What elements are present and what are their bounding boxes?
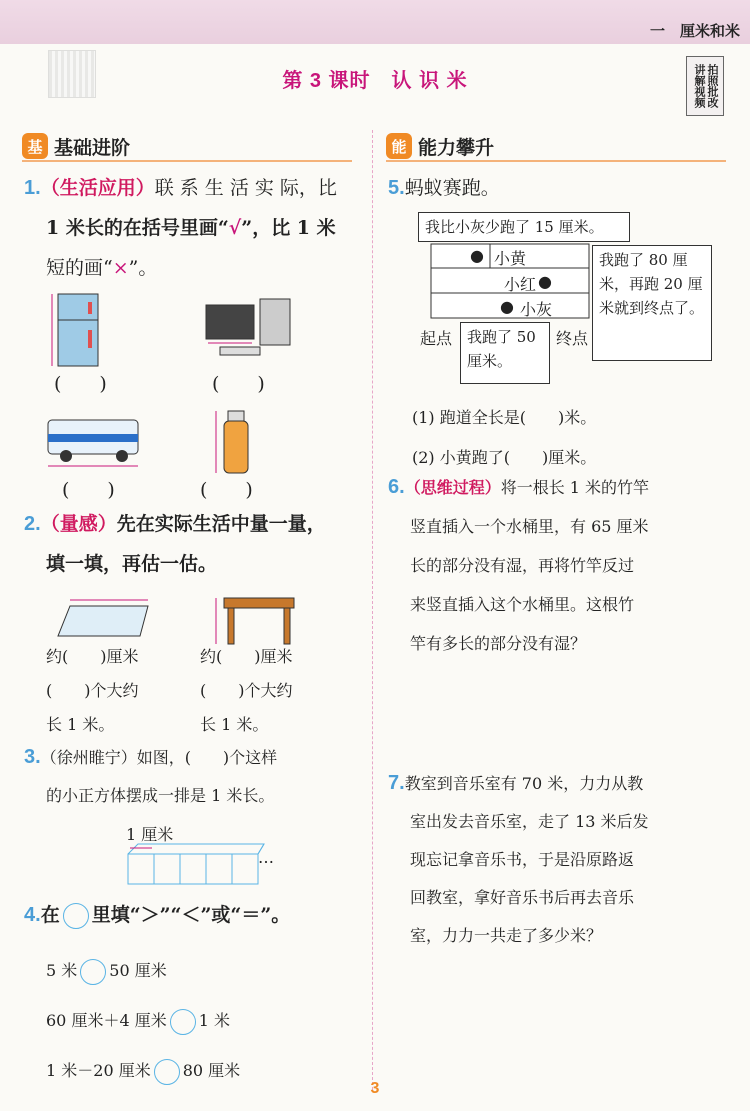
section-title: 能力攀升	[418, 137, 495, 159]
pencil-case-icon	[52, 596, 152, 644]
q2-number: 2.	[24, 513, 41, 535]
start-label: 起点	[420, 329, 453, 348]
q7-text-c: 现忘记拿音乐书，于是沿原路返	[410, 850, 635, 869]
q5-text: 蚂蚁赛跑。	[404, 177, 500, 199]
q4-r2-right: 1 米	[198, 1011, 230, 1030]
video-label-2: 拍照批改	[706, 64, 718, 108]
q1-paren-4[interactable]: ( )	[200, 479, 253, 501]
q7-line1	[388, 764, 728, 803]
q3-line1	[24, 738, 364, 777]
q1-text-c: ”，比 1 米	[241, 217, 336, 239]
q6-text-e: 竿有多长的部分没有湿？	[410, 634, 587, 653]
video-badge[interactable]	[686, 56, 724, 116]
q6-tag: （思维过程）	[404, 478, 501, 497]
question-7	[388, 764, 728, 955]
top-banner	[0, 0, 750, 44]
q3-number: 3.	[24, 746, 41, 768]
cross-mark-icon: ×	[112, 257, 129, 279]
ant-yellow-icon: ●	[470, 246, 484, 265]
q2-text-b: 填一填，再估一估。	[46, 553, 218, 575]
question-4	[24, 895, 290, 935]
q2-text-a: 先在实际生活中量一量，	[116, 513, 326, 535]
q7-text-b: 室出发去音乐室，走了 13 米后发	[410, 812, 649, 831]
q2-right-l3: 长 1 米。	[200, 715, 269, 734]
q6-text-b: 竖直插入一个水桶里，有 65 厘米	[410, 517, 649, 536]
q4-rows	[46, 946, 240, 1096]
q1-paren-1[interactable]: ( )	[54, 373, 107, 395]
refrigerator-icon	[48, 290, 108, 370]
q7-number: 7.	[388, 772, 405, 794]
q3-text-a: （徐州睢宁）如图，( )个这样	[40, 748, 278, 767]
ant-gray-icon: ●	[500, 297, 514, 316]
q1-number: 1.	[24, 177, 41, 199]
cube-label: 1 厘米	[126, 825, 174, 844]
q4-row-2	[46, 996, 240, 1046]
q7-text-d: 回教室，拿好音乐书后再去音乐	[410, 888, 635, 907]
q1-line2	[24, 208, 364, 248]
q2-left-l1[interactable]: 约( )厘米	[46, 647, 139, 666]
end-label: 终点	[556, 329, 589, 348]
section-basic	[22, 132, 352, 160]
q4-r1-right: 50 厘米	[109, 961, 167, 980]
question-2	[24, 504, 364, 584]
thermos-icon	[206, 405, 266, 480]
question-1	[24, 168, 364, 288]
bus-icon	[44, 412, 144, 470]
q1-text-d: 短的画“	[46, 257, 113, 279]
q6-text-d: 来竖直插入这个水桶里。这根竹	[410, 595, 635, 614]
q7-text-a: 教室到音乐室有 70 米，力力从教	[404, 774, 644, 793]
q5-number: 5.	[388, 177, 405, 199]
answer-circle[interactable]	[170, 1009, 196, 1035]
climbing-icon: 能	[386, 133, 412, 159]
section-title: 基础进阶	[54, 137, 131, 159]
q2-right-l1[interactable]: 约( )厘米	[200, 647, 293, 666]
q4-number: 4.	[24, 904, 41, 926]
q4-row-1	[46, 946, 240, 996]
q6-text-a: 将一根长 1 米的竹竿	[500, 478, 650, 497]
q2-right	[200, 640, 293, 742]
lane-3-label: 小灰	[520, 300, 553, 319]
bubble-right: 我跑了 80 厘米，再跑 20 厘米就到终点了。	[592, 245, 712, 361]
running-icon: 基	[22, 133, 48, 159]
q5-subquestions	[412, 398, 596, 478]
question-3	[24, 738, 364, 815]
q1-tag: （生活应用）	[40, 177, 155, 199]
bubble-top: 我比小灰少跑了 15 厘米。	[418, 212, 630, 242]
bubble-bottom: 我跑了 50 厘米。	[460, 322, 550, 384]
q4-r3-left: 1 米－20 厘米	[46, 1061, 151, 1080]
cubes-row-icon	[126, 840, 266, 890]
q4-text-b: 里填“＞”“＜”或“＝”。	[91, 904, 291, 926]
page-number: 3	[370, 1080, 380, 1097]
q1-text-e: ”。	[128, 257, 158, 279]
q4-r1-left: 5 米	[46, 961, 78, 980]
computer-icon	[200, 295, 300, 365]
q4-r2-left: 60 厘米＋4 厘米	[46, 1011, 167, 1030]
section-advanced	[386, 132, 726, 160]
q2-left-l2[interactable]: ( )个大约	[46, 681, 139, 700]
q2-left	[46, 640, 139, 742]
column-divider	[372, 130, 373, 1090]
answer-circle[interactable]	[80, 959, 106, 985]
q1-text-b: 1 米长的在括号里画“	[46, 217, 229, 239]
question-6	[388, 468, 728, 663]
q4-r3-right: 80 厘米	[182, 1061, 241, 1080]
divider	[22, 160, 352, 162]
q5-sub-1[interactable]: (1) 跑道全长是( )米。	[412, 408, 597, 427]
ant-red-icon: ●	[538, 272, 552, 291]
q5-sub-2[interactable]: (2) 小黄跑了( )厘米。	[412, 448, 597, 467]
question-5	[388, 168, 500, 208]
video-label: 讲解视频	[693, 64, 705, 108]
q1-paren-2[interactable]: ( )	[212, 373, 265, 395]
divider	[386, 160, 726, 162]
chapter-label: 一 厘米和米	[649, 23, 740, 40]
check-mark-icon: √	[228, 217, 242, 239]
q2-left-l3: 长 1 米。	[46, 715, 115, 734]
q2-line1	[24, 504, 364, 544]
q2-right-l2[interactable]: ( )个大约	[200, 681, 293, 700]
q1-line1	[24, 168, 364, 208]
q6-line1	[388, 468, 728, 507]
q2-tag: （量感）	[40, 513, 117, 535]
q4-text-a: 在	[40, 904, 60, 926]
q1-line3	[24, 248, 364, 288]
ellipsis: …	[258, 848, 274, 867]
q6-number: 6.	[388, 476, 405, 498]
lane-2-label: 小红	[504, 275, 537, 294]
answer-circle	[63, 903, 89, 929]
lane-1-label: 小黄	[494, 249, 527, 268]
q1-text-a: 联 系 生 活 实 际，比	[154, 177, 337, 199]
q3-text-b: 的小正方体摆成一排是 1 米长。	[46, 786, 275, 805]
q1-paren-3[interactable]: ( )	[62, 479, 115, 501]
page-title: 第 3 课时 认 识 米	[282, 70, 468, 92]
q7-text-e: 室，力力一共走了多少米？	[410, 926, 603, 945]
q6-text-c: 长的部分没有湿，再将竹竿反过	[410, 556, 635, 575]
